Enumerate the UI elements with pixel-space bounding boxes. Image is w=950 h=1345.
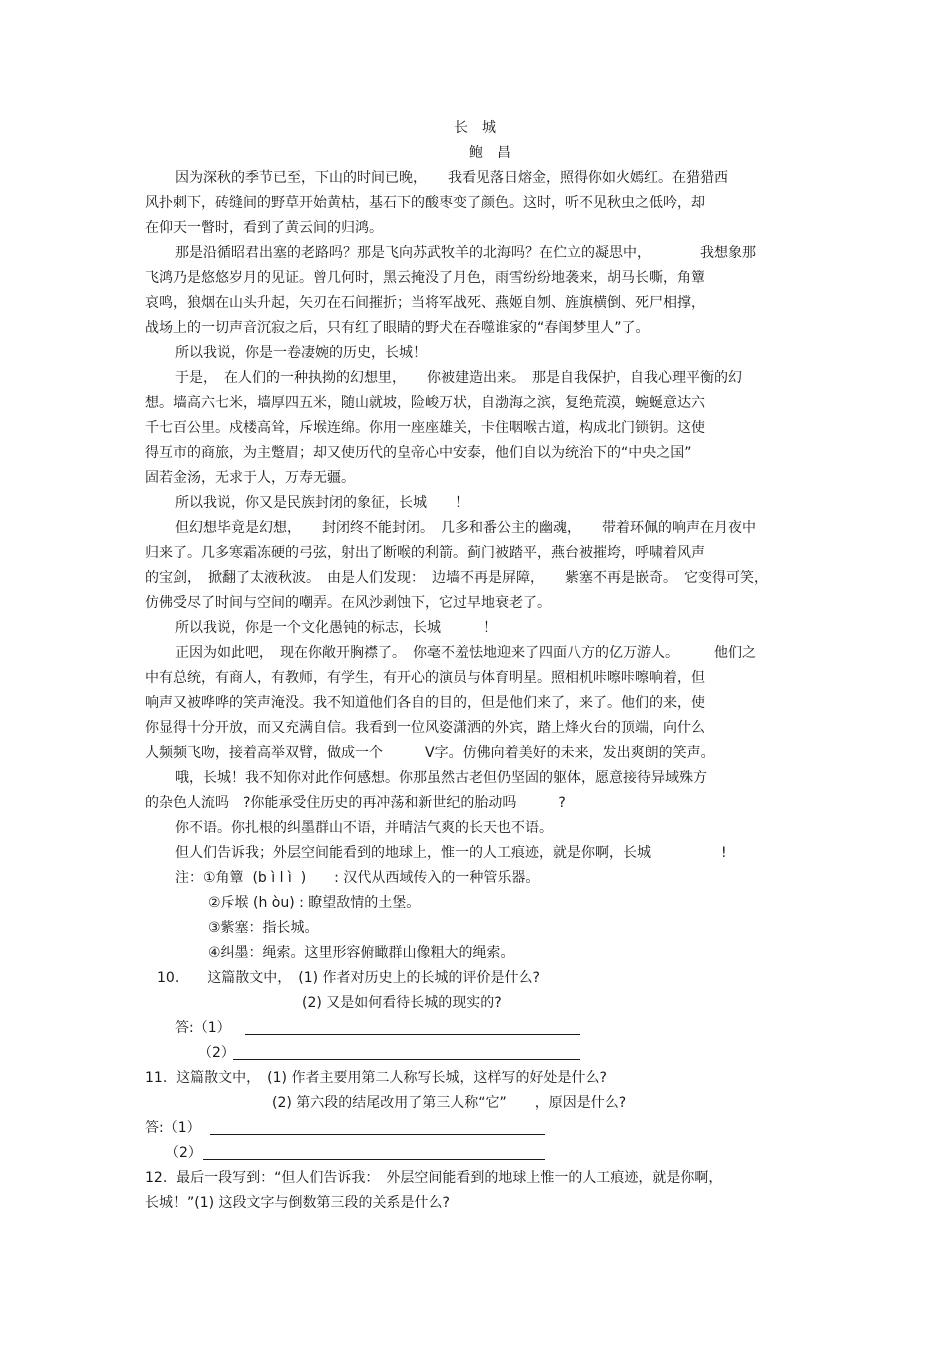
question-10-part-2: (2) 又是如何看待长城的现实的? xyxy=(302,995,502,1011)
body-line: 归来了。几多寒霜冻硬的弓弦，射出了断喉的利箭。蓟门被踏平，燕台被摧垮，呼啸着风声 xyxy=(145,545,705,561)
article-title: 长 城 xyxy=(454,120,496,136)
body-line: 的杂色人流吗 ?你能承受住历史的再冲荡和新世纪的胎动吗 ? xyxy=(145,795,566,811)
body-line: 正因为如此吧， 现在你敞开胸襟了。 你毫不羞怯地迎来了四面八方的亿万游人。 他们之 xyxy=(175,645,756,661)
question-12: 12. 最后一段写到：“但人们告诉我： 外层空间能看到的地球上惟一的人工痕迹，就是你啊， xyxy=(145,1170,723,1186)
body-line: 因为深秋的季节已至，下山的时间已晚， 我看见落日熔金，照得你如火嫣红。在猎猎西 xyxy=(175,170,728,186)
body-line: 于是， 在人们的一种执拗的幻想里， 你被建造出来。 那是自我保护，自我心理平衡的幻 xyxy=(175,370,742,386)
body-line: 你显得十分开放，而又充满自信。我看到一位风姿潇洒的外宾，踏上烽火台的顶端，向什么 xyxy=(145,720,705,736)
body-line: 所以我说，你又是民族封闭的象征，长城 ！ xyxy=(175,495,469,511)
article-author: 鲍 昌 xyxy=(469,145,511,161)
body-line: 风扑刺下，砖缝间的野草开始黄枯，基石下的酸枣变了颜色。这时，听不见秋虫之低吟，却 xyxy=(145,195,705,211)
question-10: 10. 这篇散文中， (1) 作者对历史上的长城的评价是什么? xyxy=(157,970,540,986)
body-line: 固若金汤，无求于人，万寿无疆。 xyxy=(145,470,355,486)
question-11: 11. 这篇散文中， (1) 作者主要用第二人称写长城，这样写的好处是什么? xyxy=(145,1070,607,1086)
answer-label: 答:（1） xyxy=(145,1120,201,1136)
body-line: 哀鸣，狼烟在山头升起，矢刃在石间摧折；当将军战死、燕姬自刎、旌旗横倒、死尸相撑， xyxy=(145,295,705,311)
body-line: 中有总统，有商人，有教师，有学生，有开心的演员与体育明星。照相机咔嚓咔嚓响着，但 xyxy=(145,670,705,686)
note-line: ②斥堠 (h òu) : 瞭望敌情的土堡。 xyxy=(208,895,421,911)
question-12-cont: 长城！”(1) 这段文字与倒数第三段的关系是什么? xyxy=(145,1195,450,1211)
body-line: 那是沿循昭君出塞的老路吗？那是飞向苏武牧羊的北海吗？在伫立的凝思中， 我想象那 xyxy=(175,245,756,261)
answer-line[interactable] xyxy=(203,1159,545,1160)
answer-line[interactable] xyxy=(210,1134,545,1135)
body-line: 哦，长城！我不知你对此作何感想。你那虽然古老但仍坚固的躯体，愿意接待异域殊方 xyxy=(175,770,707,786)
note-line: ③紫塞：指长城。 xyxy=(208,920,319,936)
body-line: 所以我说，你是一个文化愚钝的标志，长城 ！ xyxy=(175,620,497,636)
note-line: ④纠墨：绳索。这里形容俯瞰群山像粗大的绳索。 xyxy=(208,945,515,961)
body-line: 千七百公里。戍楼高耸，斥堠连绵。你用一座座雄关，卡住咽喉古道，构成北门锁钥。这使 xyxy=(145,420,705,436)
body-line: 飞鸿乃是悠悠岁月的见证。曾几何时，黑云掩没了月色，雨雪纷纷地袭来，胡马长嘶，角簟 xyxy=(145,270,705,286)
note-line: 注：①角簟 (b ì l ì ) : 汉代从西域传入的一种管乐器。 xyxy=(175,870,540,886)
question-11-part-2: (2) 第六段的结尾改用了第三人称“它” ，原因是什么? xyxy=(272,1095,627,1111)
answer-label: 答:（1） xyxy=(175,1020,231,1036)
body-line: 在仰天一瞥时，看到了黄云间的归鸿。 xyxy=(145,220,383,236)
answer-label: （2） xyxy=(165,1145,202,1161)
body-line: 但幻想毕竟是幻想， 封闭终不能封闭。 几多和番公主的幽魂， 带着环佩的响声在月夜中 xyxy=(175,520,756,536)
answer-label: （2） xyxy=(198,1045,235,1061)
answer-line[interactable] xyxy=(233,1059,580,1060)
body-line: 的宝剑， 掀翻了太液秋波。 由是人们发现： 边墙不再是屏障， 紫塞不再是嵌奇。 它变得可笑， xyxy=(145,570,768,586)
body-line: 所以我说，你是一卷凄婉的历史，长城！ xyxy=(175,345,427,361)
body-line: 你不语。你扎根的纠墨群山不语，并晴洁气爽的长天也不语。 xyxy=(175,820,553,836)
body-line: 人频频飞吻，接着高举双臂，做成一个 V字。仿佛向着美好的未来，发出爽朗的笑声。 xyxy=(145,745,715,761)
body-line: 得互市的商旅，为主蹩眉；却又使历代的皇帝心中安泰，他们自以为统治下的“中央之国” xyxy=(145,445,692,461)
body-line: 但人们告诉我；外层空间能看到的地球上，惟一的人工痕迹，就是你啊，长城 ! xyxy=(175,845,727,861)
body-line: 战场上的一切声音沉寂之后，只有红了眼睛的野犬在吞噬谁家的“春闺梦里人”了。 xyxy=(145,320,650,336)
body-line: 响声又被哗哗的笑声淹没。我不知道他们各自的目的，但是他们来了，来了。他们的来，使 xyxy=(145,695,705,711)
answer-line[interactable] xyxy=(245,1034,580,1035)
body-line: 仿佛受尽了时间与空间的嘲弄。在风沙剥蚀下，它过早地衰老了。 xyxy=(145,595,551,611)
body-line: 想。墙高六七米，墙厚四五米，随山就坡，险峻万状，自渤海之滨，复绝荒漠，蜿蜒意达六 xyxy=(145,395,705,411)
